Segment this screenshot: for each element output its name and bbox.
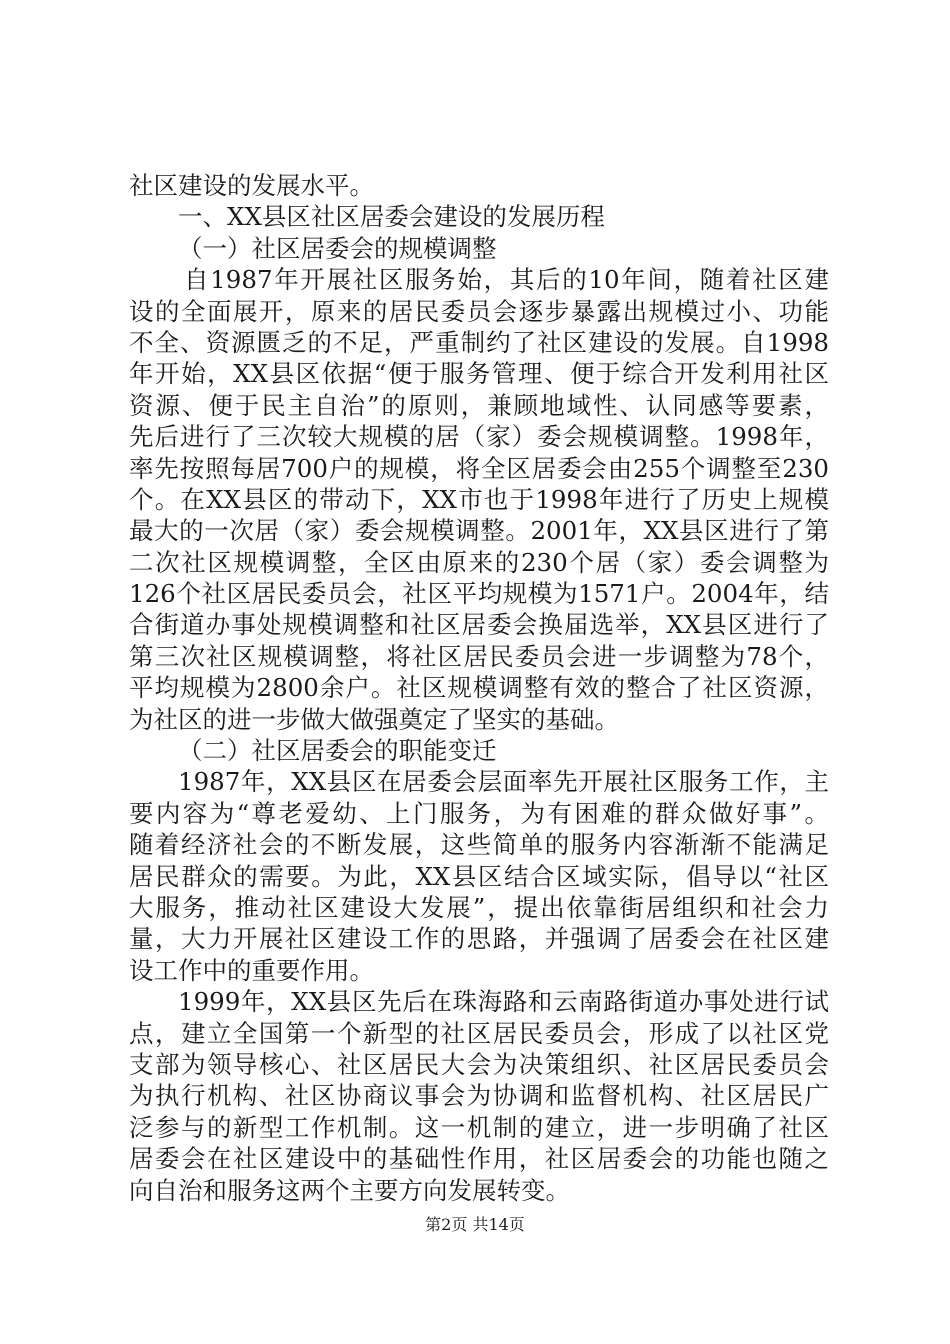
text-line: 第三次社区规模调整，将社区居民委员会进一步调整为78个， — [129, 641, 829, 671]
text-line: 随着经济社会的不断发展，这些简单的服务内容渐渐不能满足 — [129, 830, 829, 860]
text-line: （二）社区居委会的职能变迁 — [178, 736, 497, 766]
text-line: 居民群众的需要。为此，XX县区结合区域实际，倡导以“社区 — [129, 861, 829, 891]
text-line: 一、XX县区社区居委会建设的发展历程 — [178, 202, 605, 232]
text-line: 平均规模为2800余户。社区规模调整有效的整合了社区资源， — [129, 673, 829, 703]
text-line: 设工作中的重要作用。 — [129, 955, 374, 985]
text-line: 合街道办事处规模调整和社区居委会换届选举，XX县区进行了 — [129, 610, 829, 640]
text-line: 率先按照每居700户的规模，将全区居委会由255个调整至230 — [129, 453, 829, 483]
text-line: 自1987年开展社区服务始，其后的10年间，随着社区建 — [184, 265, 829, 295]
text-line: 个。在XX县区的带动下，XX市也于1998年进行了历史上规模 — [129, 484, 829, 514]
text-line: 不全、资源匮乏的不足，严重制约了社区建设的发展。自1998 — [129, 327, 829, 357]
text-line: 1999年，XX县区先后在珠海路和云南路街道办事处进行试 — [178, 987, 829, 1017]
text-line: 先后进行了三次较大规模的居（家）委会规模调整。1998年， — [129, 422, 829, 452]
text-line: 社区建设的发展水平。 — [129, 171, 374, 200]
text-line: 支部为领导核心、社区居民大会为决策组织、社区居民委员会 — [129, 1049, 829, 1079]
text-line: 为社区的进一步做大做强奠定了坚实的基础。 — [129, 704, 619, 734]
text-line: 泛参与的新型工作机制。这一机制的建立，进一步明确了社区 — [129, 1112, 829, 1142]
text-line: 资源、便于民主自治”的原则，兼顾地域性、认同感等要素， — [129, 390, 829, 420]
text-line: 年开始，XX县区依据“便于服务管理、便于综合开发利用社区 — [129, 359, 829, 389]
text-line: 126个社区居民委员会，社区平均规模为1571户。2004年，结 — [129, 579, 829, 609]
text-line: 1987年，XX县区在居委会层面率先开展社区服务工作，主 — [178, 767, 829, 797]
text-line: 为执行机构、社区协商议事会为协调和监督机构、社区居民广 — [129, 1081, 829, 1111]
text-line: 二次社区规模调整，全区由原来的230个居（家）委会调整为 — [129, 547, 829, 577]
text-line: 设的全面展开，原来的居民委员会逐步暴露出规模过小、功能 — [129, 296, 829, 326]
page-footer: 第2页 共14页 — [425, 1215, 525, 1234]
document-body — [129, 170, 829, 1206]
text-line: （一）社区居委会的规模调整 — [178, 233, 497, 263]
text-line: 点，建立全国第一个新型的社区居民委员会，形成了以社区党 — [129, 1018, 829, 1048]
text-line: 要内容为“尊老爱幼、上门服务，为有困难的群众做好事”。 — [129, 798, 829, 828]
text-line: 最大的一次居（家）委会规模调整。2001年，XX县区进行了第 — [129, 516, 829, 546]
text-line: 居委会在社区建设中的基础性作用，社区居委会的功能也随之 — [129, 1144, 829, 1174]
text-line: 量，大力开展社区建设工作的思路，并强调了居委会在社区建 — [129, 924, 829, 954]
text-line: 大服务，推动社区建设大发展”，提出依靠街居组织和社会力 — [129, 892, 829, 922]
text-line: 向自治和服务这两个主要方向发展转变。 — [129, 1175, 570, 1205]
